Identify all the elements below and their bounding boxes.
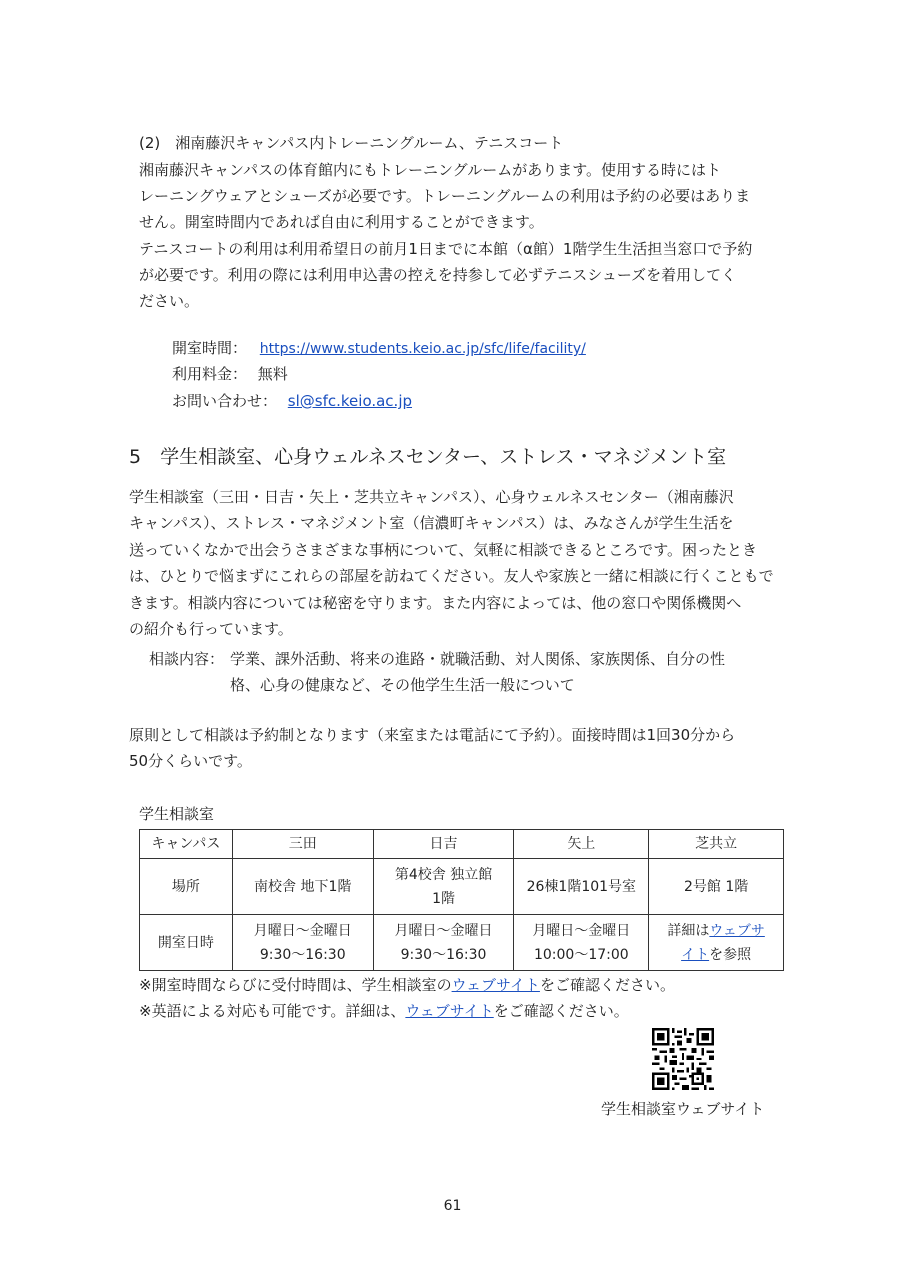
section-heading: 5 学生相談室、心身ウェルネスセンター、ストレス・マネジメント室 bbox=[129, 446, 727, 468]
row-label: 開室日時 bbox=[140, 915, 233, 971]
cell-line: 第4校舎 独立館 bbox=[394, 866, 493, 883]
table-cell bbox=[232, 915, 373, 971]
paragraph-line: レーニングウェアとシューズが必要です。トレーニングルームの利用は予約の必要はありま bbox=[139, 187, 751, 205]
cell-line: 月曜日～金曜日 bbox=[394, 922, 493, 939]
hours-label: 開室時間： bbox=[172, 339, 248, 357]
table-cell bbox=[649, 915, 784, 971]
fee-value: 無料 bbox=[257, 365, 288, 383]
cell-line: 9:30～16:30 bbox=[400, 946, 487, 963]
facility-link[interactable]: https://www.students.keio.ac.jp/sfc/life/facility/ bbox=[259, 341, 586, 357]
header-cell: 芝共立 bbox=[649, 830, 784, 859]
cell-line: 月曜日～金曜日 bbox=[253, 922, 352, 939]
qr-code-icon[interactable] bbox=[652, 1028, 714, 1090]
paragraph-line: きます。相談内容については秘密を守ります。また内容によっては、他の窓口や関係機関へ bbox=[129, 594, 742, 612]
fee-label: 利用料金： bbox=[172, 365, 248, 383]
table-cell: 2号館 1階 bbox=[649, 859, 784, 915]
paragraph-line: 送っていくなかで出会うさまざまな事柄について、気軽に相談できるところです。困ったとき bbox=[129, 541, 758, 559]
counseling-table bbox=[139, 829, 784, 971]
header-cell: キャンパス bbox=[140, 830, 233, 859]
paragraph-line: ださい。 bbox=[139, 292, 200, 310]
paragraph-line: せん。開室時間内であれば自由に利用することができます。 bbox=[139, 213, 544, 231]
cell-line: 月曜日～金曜日 bbox=[532, 922, 631, 939]
note-line bbox=[139, 998, 629, 1024]
table-header-row bbox=[140, 830, 784, 859]
cell-line: 1階 bbox=[432, 890, 455, 907]
paragraph-line: 学生相談室（三田・日吉・矢上・芝共立キャンパス）、心身ウェルネスセンター（湘南藤沢 bbox=[129, 488, 734, 506]
page-number: 61 bbox=[443, 1198, 462, 1214]
table-cell: 26棟1階101号室 bbox=[514, 859, 649, 915]
website-link[interactable]: ウェブサイト bbox=[405, 1002, 494, 1020]
qr-caption: 学生相談室ウェブサイト bbox=[601, 1100, 765, 1118]
paragraph-line: が必要です。利用の際には利用申込書の控えを持参して必ずテニスシューズを着用してく bbox=[139, 266, 737, 284]
paragraph-line: 湘南藤沢キャンパスの体育館内にもトレーニングルームがあります。使用する時にはト bbox=[139, 161, 722, 179]
note-text: をご確認ください。 bbox=[539, 976, 675, 994]
fee-row bbox=[172, 361, 288, 387]
table-row bbox=[140, 915, 784, 971]
topics-line: 格、心身の健康など、その他学生生活一般について bbox=[230, 676, 575, 694]
contact-row bbox=[172, 388, 412, 414]
header-cell: 三田 bbox=[232, 830, 373, 859]
paragraph-line: の紹介も行っています。 bbox=[129, 620, 293, 638]
reservation-line: 原則として相談は予約制となります（来室または電話にて予約）。面接時間は1回30分から bbox=[129, 726, 736, 744]
table-cell bbox=[373, 915, 514, 971]
cell-line: 9:30～16:30 bbox=[259, 946, 346, 963]
table-cell: 南校舎 地下1階 bbox=[232, 859, 373, 915]
note-text: をご確認ください。 bbox=[493, 1002, 629, 1020]
header-cell: 日吉 bbox=[373, 830, 514, 859]
cell-line: 10:00～17:00 bbox=[533, 946, 629, 963]
row-label: 場所 bbox=[140, 859, 233, 915]
table-cell bbox=[373, 859, 514, 915]
note-line bbox=[139, 972, 675, 998]
reservation-line: 50分くらいです。 bbox=[129, 752, 252, 770]
website-link[interactable]: ウェブサ bbox=[709, 922, 765, 939]
topics-line: 学業、課外活動、将来の進路・就職活動、対人関係、家族関係、自分の性 bbox=[230, 650, 726, 668]
contact-label: お問い合わせ： bbox=[172, 392, 278, 410]
topics-label: 相談内容： bbox=[149, 650, 225, 668]
hours-row bbox=[172, 335, 586, 362]
note-text: ※英語による対応も可能です。詳細は、 bbox=[139, 1002, 406, 1020]
paragraph-line: は、ひとりで悩まずにこれらの部屋を訪ねてください。友人や家族と一緒に相談に行くこともで bbox=[129, 567, 774, 585]
table-cell bbox=[514, 915, 649, 971]
table-caption: 学生相談室 bbox=[139, 805, 215, 823]
cell-text: を参照 bbox=[709, 946, 752, 963]
contact-email-link[interactable]: sl@sfc.keio.ac.jp bbox=[287, 392, 413, 410]
header-cell: 矢上 bbox=[514, 830, 649, 859]
website-link[interactable]: ウェブサイト bbox=[451, 976, 540, 994]
cell-text: 詳細は bbox=[667, 922, 710, 939]
note-text: ※開室時間ならびに受付時間は、学生相談室の bbox=[139, 976, 452, 994]
website-link[interactable]: イト bbox=[681, 946, 710, 963]
paragraph-line: キャンパス）、ストレス・マネジメント室（信濃町キャンパス）は、みなさんが学生生活を bbox=[129, 514, 734, 532]
table-row bbox=[140, 859, 784, 915]
subheading-training-room: (2) 湘南藤沢キャンパス内トレーニングルーム、テニスコート bbox=[139, 134, 564, 152]
paragraph-line: テニスコートの利用は利用希望日の前月1日までに本館（α館）1階学生生活担当窓口で予約 bbox=[139, 240, 753, 258]
